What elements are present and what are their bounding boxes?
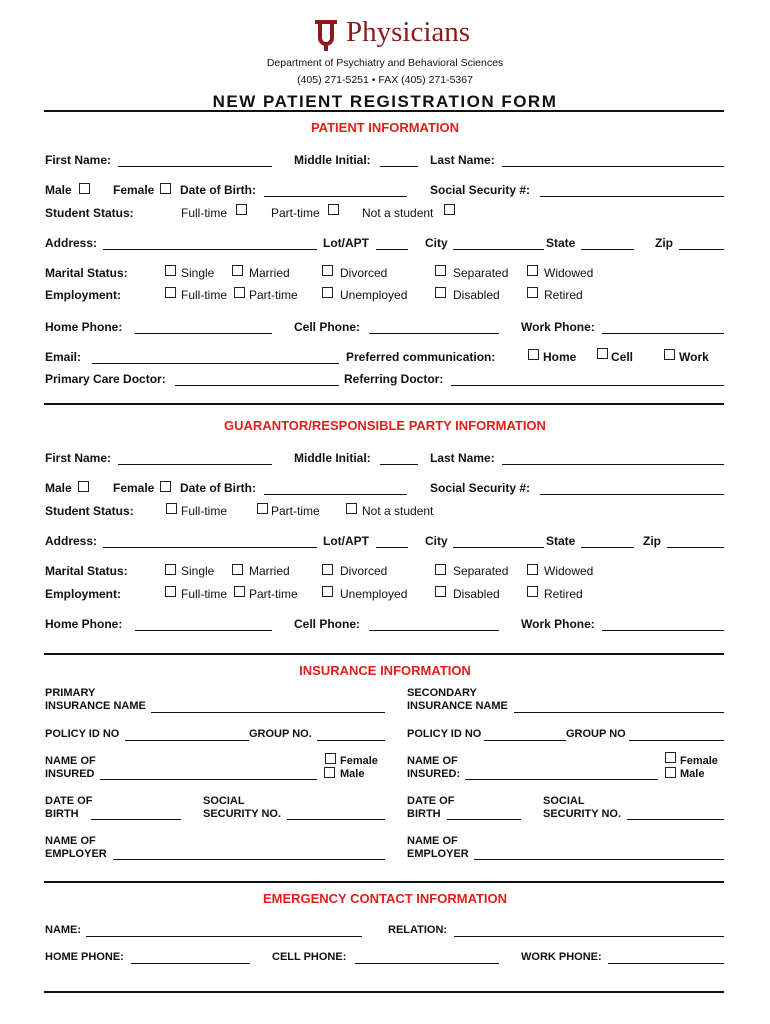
guarantor-ssn-field[interactable] (540, 494, 724, 495)
emergency-work-phone-field[interactable] (608, 963, 724, 964)
patient-pref-work-checkbox[interactable] (664, 349, 675, 360)
patient-pref-home-label: Home (543, 350, 577, 364)
guarantor-emp-parttime-checkbox[interactable] (234, 586, 245, 597)
guarantor-widowed-checkbox[interactable] (527, 564, 538, 575)
guarantor-lot-apt-field[interactable] (376, 547, 408, 548)
primary-birth-field[interactable] (91, 819, 181, 820)
patient-widowed-label: Widowed (544, 266, 594, 280)
primary-date-of-label: DATE OF (45, 795, 93, 807)
secondary-name-of-label: NAME OF (407, 755, 458, 767)
secondary-employer-field[interactable] (474, 859, 724, 860)
secondary-employer-name-of-label: NAME OF (407, 835, 458, 847)
patient-unemployed-label: Unemployed (340, 288, 408, 302)
patient-separated-checkbox[interactable] (435, 265, 446, 276)
primary-female-checkbox[interactable] (325, 753, 336, 764)
guarantor-student-status-label: Student Status: (45, 504, 134, 518)
secondary-female-label: Female (680, 755, 718, 767)
primary-insurance-name-field[interactable] (151, 712, 385, 713)
guarantor-state-label: State (546, 534, 576, 548)
guarantor-disabled-checkbox[interactable] (435, 586, 446, 597)
patient-pcp-field[interactable] (175, 385, 339, 386)
secondary-insurance-name-field[interactable] (514, 712, 724, 713)
patient-not-student-label: Not a student (362, 206, 434, 220)
guarantor-divorced-checkbox[interactable] (322, 564, 333, 575)
secondary-insured-label: INSURED: (407, 768, 461, 780)
primary-social-label: SOCIAL (203, 795, 245, 807)
guarantor-single-checkbox[interactable] (165, 564, 176, 575)
patient-female-label: Female (113, 183, 155, 197)
department-contact: (405) 271-5251 • FAX (405) 271-5367 (297, 74, 473, 86)
emergency-cell-phone-field[interactable] (355, 963, 499, 964)
patient-single-checkbox[interactable] (165, 265, 176, 276)
patient-last-name-label: Last Name: (430, 153, 495, 167)
secondary-birth-label: BIRTH (407, 808, 441, 820)
guarantor-last-name-field[interactable] (502, 464, 724, 465)
primary-security-no-field[interactable] (287, 819, 385, 820)
guarantor-state-field[interactable] (581, 547, 634, 548)
section-rule (44, 653, 724, 655)
guarantor-female-label: Female (113, 481, 155, 495)
patient-dob-field[interactable] (264, 196, 407, 197)
secondary-policy-id-label: POLICY ID NO (407, 728, 482, 740)
primary-policy-id-label: POLICY ID NO (45, 728, 120, 740)
patient-last-name-field[interactable] (502, 166, 724, 167)
guarantor-lot-apt-label: Lot/APT (323, 534, 369, 548)
guarantor-address-field[interactable] (103, 547, 317, 548)
emergency-work-phone-label: WORK PHONE: (521, 951, 602, 963)
patient-cell-phone-field[interactable] (369, 333, 499, 334)
patient-widowed-checkbox[interactable] (527, 265, 538, 276)
guarantor-middle-initial-label: Middle Initial: (294, 451, 371, 465)
patient-middle-initial-label: Middle Initial: (294, 153, 371, 167)
primary-male-checkbox[interactable] (324, 767, 335, 778)
guarantor-separated-checkbox[interactable] (435, 564, 446, 575)
patient-parttime-label: Part-time (271, 206, 320, 220)
secondary-security-no-field[interactable] (627, 819, 724, 820)
guarantor-unemployed-checkbox[interactable] (322, 586, 333, 597)
patient-referring-label: Referring Doctor: (344, 372, 444, 386)
patient-referring-field[interactable] (451, 385, 724, 386)
patient-email-field[interactable] (92, 363, 339, 364)
primary-employer-label: EMPLOYER (45, 848, 107, 860)
patient-emp-parttime-label: Part-time (249, 288, 298, 302)
guarantor-not-student-checkbox[interactable] (346, 503, 357, 514)
patient-city-label: City (425, 236, 448, 250)
guarantor-retired-label: Retired (544, 587, 583, 601)
secondary-group-no-label: GROUP NO (566, 728, 626, 740)
guarantor-last-name-label: Last Name: (430, 451, 495, 465)
guarantor-male-checkbox[interactable] (78, 481, 89, 492)
secondary-insurance-name-label: INSURANCE NAME (407, 700, 508, 712)
secondary-label: SECONDARY (407, 687, 477, 699)
secondary-date-of-label: DATE OF (407, 795, 455, 807)
guarantor-first-name-field[interactable] (118, 464, 272, 465)
guarantor-emp-parttime-label: Part-time (249, 587, 298, 601)
patient-unemployed-checkbox[interactable] (322, 287, 333, 298)
primary-name-of-label: NAME OF (45, 755, 96, 767)
form-title: NEW PATIENT REGISTRATION FORM (212, 92, 558, 111)
guarantor-not-student-label: Not a student (362, 504, 434, 518)
section-rule (44, 403, 724, 405)
guarantor-cell-phone-label: Cell Phone: (294, 617, 361, 631)
primary-group-no-label: GROUP NO. (249, 728, 312, 740)
primary-birth-label: BIRTH (45, 808, 79, 820)
emergency-section-title: EMERGENCY CONTACT INFORMATION (262, 891, 508, 906)
patient-retired-label: Retired (544, 288, 583, 302)
guarantor-unemployed-label: Unemployed (340, 587, 408, 601)
patient-pref-home-checkbox[interactable] (528, 349, 539, 360)
title-rule (44, 110, 724, 112)
patient-single-label: Single (181, 266, 215, 280)
secondary-social-label: SOCIAL (543, 795, 585, 807)
primary-security-no-label: SECURITY NO. (203, 808, 282, 820)
primary-group-no-field[interactable] (317, 740, 385, 741)
patient-pref-cell-checkbox[interactable] (597, 348, 608, 359)
guarantor-first-name-label: First Name: (45, 451, 112, 465)
secondary-group-no-field[interactable] (629, 740, 724, 741)
emergency-relation-label: RELATION: (388, 924, 448, 936)
patient-divorced-label: Divorced (340, 266, 388, 280)
patient-parttime-checkbox[interactable] (328, 204, 339, 215)
guarantor-divorced-label: Divorced (340, 564, 388, 578)
guarantor-parttime-label: Part-time (271, 504, 320, 518)
patient-lot-apt-field[interactable] (376, 249, 408, 250)
guarantor-emp-fulltime-checkbox[interactable] (165, 586, 176, 597)
patient-home-phone-label: Home Phone: (45, 320, 123, 334)
guarantor-section-title: GUARANTOR/RESPONSIBLE PARTY INFORMATION (224, 418, 546, 433)
primary-insurance-name-label: INSURANCE NAME (45, 700, 146, 712)
patient-not-student-checkbox[interactable] (444, 204, 455, 215)
guarantor-middle-initial-field[interactable] (380, 464, 418, 465)
primary-male-label: Male (340, 768, 365, 780)
patient-dob-label: Date of Birth: (180, 183, 256, 197)
patient-section-title: PATIENT INFORMATION (310, 120, 460, 135)
patient-divorced-checkbox[interactable] (322, 265, 333, 276)
guarantor-dob-field[interactable] (264, 494, 407, 495)
emergency-name-label: NAME: (45, 924, 82, 936)
patient-marital-status-label: Marital Status: (45, 266, 128, 280)
secondary-birth-field[interactable] (447, 819, 521, 820)
patient-disabled-label: Disabled (453, 288, 500, 302)
guarantor-home-phone-label: Home Phone: (45, 617, 123, 631)
guarantor-employment-label: Employment: (45, 587, 122, 601)
guarantor-female-checkbox[interactable] (160, 481, 171, 492)
primary-female-label: Female (340, 755, 378, 767)
primary-policy-id-field[interactable] (125, 740, 249, 741)
secondary-male-checkbox[interactable] (665, 767, 676, 778)
secondary-policy-id-field[interactable] (484, 740, 566, 741)
patient-pref-cell-label: Cell (611, 350, 634, 364)
patient-cell-phone-label: Cell Phone: (294, 320, 361, 334)
secondary-insured-field[interactable] (465, 779, 658, 780)
guarantor-address-label: Address: (45, 534, 98, 548)
patient-ssn-field[interactable] (540, 196, 724, 197)
patient-address-label: Address: (45, 236, 98, 250)
patient-female-checkbox[interactable] (160, 183, 171, 194)
emergency-name-field[interactable] (86, 936, 362, 937)
logo-text: Physicians (346, 16, 471, 48)
patient-first-name-field[interactable] (118, 166, 272, 167)
guarantor-retired-checkbox[interactable] (527, 586, 538, 597)
guarantor-city-label: City (425, 534, 448, 548)
patient-first-name-label: First Name: (45, 153, 112, 167)
guarantor-separated-label: Separated (453, 564, 509, 578)
guarantor-single-label: Single (181, 564, 215, 578)
patient-retired-checkbox[interactable] (527, 287, 538, 298)
primary-employer-name-of-label: NAME OF (45, 835, 96, 847)
guarantor-male-label: Male (45, 481, 72, 495)
section-rule (44, 881, 724, 883)
patient-pcp-label: Primary Care Doctor: (45, 372, 166, 386)
patient-work-phone-field[interactable] (602, 333, 724, 334)
patient-middle-initial-field[interactable] (380, 166, 418, 167)
secondary-male-label: Male (680, 768, 705, 780)
guarantor-fulltime-checkbox[interactable] (166, 503, 177, 514)
primary-employer-field[interactable] (113, 859, 385, 860)
patient-zip-field[interactable] (679, 249, 724, 250)
patient-emp-parttime-checkbox[interactable] (234, 287, 245, 298)
insurance-section-title: INSURANCE INFORMATION (299, 663, 471, 678)
patient-home-phone-field[interactable] (135, 333, 272, 334)
patient-male-label: Male (45, 183, 72, 197)
guarantor-fulltime-label: Full-time (181, 504, 228, 518)
ou-logo-icon (311, 18, 341, 52)
primary-label: PRIMARY (45, 687, 96, 699)
patient-work-phone-label: Work Phone: (521, 320, 595, 334)
patient-city-field[interactable] (453, 249, 544, 250)
guarantor-married-checkbox[interactable] (232, 564, 243, 575)
guarantor-marital-status-label: Marital Status: (45, 564, 128, 578)
primary-insured-label: INSURED (45, 768, 95, 780)
department-name: Department of Psychiatry and Behavioral Sciences (266, 57, 504, 69)
patient-address-field[interactable] (103, 249, 317, 250)
emergency-relation-field[interactable] (454, 936, 724, 937)
guarantor-emp-fulltime-label: Full-time (181, 587, 228, 601)
patient-pref-work-label: Work (679, 350, 709, 364)
emergency-home-phone-field[interactable] (131, 963, 250, 964)
guarantor-zip-label: Zip (643, 534, 661, 548)
guarantor-parttime-checkbox[interactable] (257, 503, 268, 514)
secondary-female-checkbox[interactable] (665, 752, 676, 763)
emergency-cell-phone-label: CELL PHONE: (272, 951, 347, 963)
patient-fulltime-label: Full-time (181, 206, 228, 220)
primary-insured-field[interactable] (100, 779, 317, 780)
patient-fulltime-checkbox[interactable] (236, 204, 247, 215)
guarantor-disabled-label: Disabled (453, 587, 500, 601)
patient-married-label: Married (249, 266, 290, 280)
patient-zip-label: Zip (655, 236, 673, 250)
guarantor-cell-phone-field[interactable] (369, 630, 499, 631)
patient-lot-apt-label: Lot/APT (323, 236, 369, 250)
guarantor-dob-label: Date of Birth: (180, 481, 256, 495)
patient-emp-fulltime-label: Full-time (181, 288, 228, 302)
guarantor-zip-field[interactable] (667, 547, 724, 548)
patient-disabled-checkbox[interactable] (435, 287, 446, 298)
patient-student-status-label: Student Status: (45, 206, 134, 220)
patient-separated-label: Separated (453, 266, 509, 280)
patient-male-checkbox[interactable] (79, 183, 90, 194)
guarantor-work-phone-field[interactable] (602, 630, 724, 631)
patient-email-label: Email: (45, 350, 82, 364)
patient-state-label: State (546, 236, 576, 250)
patient-married-checkbox[interactable] (232, 265, 243, 276)
patient-ssn-label: Social Security #: (430, 183, 531, 197)
patient-state-field[interactable] (581, 249, 634, 250)
patient-emp-fulltime-checkbox[interactable] (165, 287, 176, 298)
guarantor-city-field[interactable] (453, 547, 544, 548)
guarantor-work-phone-label: Work Phone: (521, 617, 595, 631)
secondary-security-no-label: SECURITY NO. (543, 808, 622, 820)
guarantor-home-phone-field[interactable] (135, 630, 272, 631)
guarantor-ssn-label: Social Security #: (430, 481, 531, 495)
footer-rule (44, 991, 724, 993)
secondary-employer-label: EMPLOYER (407, 848, 469, 860)
guarantor-widowed-label: Widowed (544, 564, 594, 578)
emergency-home-phone-label: HOME PHONE: (45, 951, 124, 963)
guarantor-married-label: Married (249, 564, 290, 578)
patient-preferred-label: Preferred communication: (346, 350, 496, 364)
patient-employment-label: Employment: (45, 288, 122, 302)
